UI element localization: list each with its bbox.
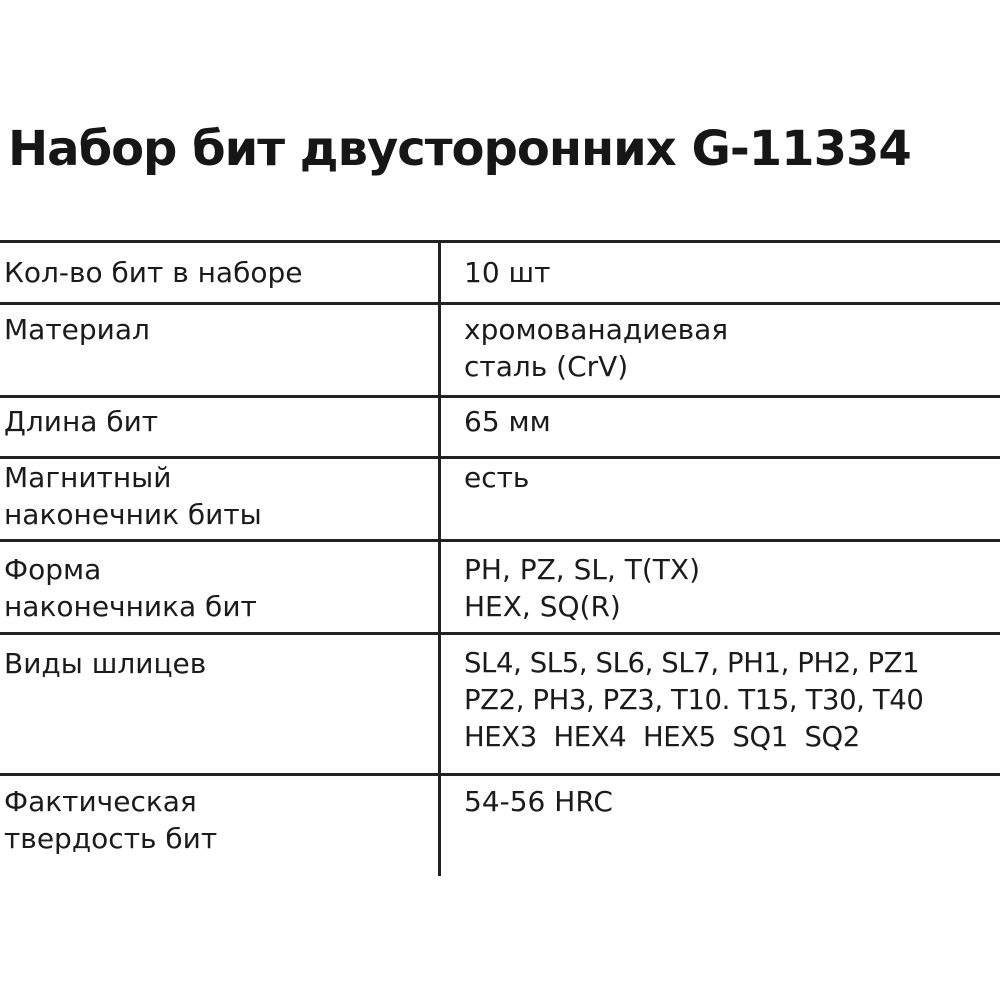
spec-value-material: хромованадиевая сталь (CrV): [464, 313, 729, 383]
column-divider: [438, 240, 441, 876]
spec-value-bit-length: 65 мм: [464, 405, 551, 438]
spec-value-tip-shape: PH, PZ, SL, T(TX) HEX, SQ(R): [464, 553, 701, 623]
spec-label-slot-types: Виды шлицев: [4, 647, 207, 680]
row-divider: [0, 395, 1000, 398]
row-divider: [0, 539, 1000, 542]
spec-label-hardness: Фактическая твердость бит: [4, 785, 218, 855]
spec-value-bit-count: 10 шт: [464, 256, 551, 289]
table-top-rule: [0, 240, 1000, 243]
spec-label-tip-shape: Форма наконечника бит: [4, 553, 257, 623]
spec-label-bit-length: Длина бит: [4, 405, 159, 438]
row-divider: [0, 302, 1000, 305]
spec-value-magnetic-tip: есть: [464, 461, 530, 494]
spec-label-bit-count: Кол-во бит в наборе: [4, 256, 303, 289]
spec-label-magnetic-tip: Магнитный наконечник биты: [4, 461, 262, 531]
row-divider: [0, 773, 1000, 776]
spec-label-material: Материал: [4, 313, 150, 346]
row-divider: [0, 632, 1000, 635]
spec-value-hardness: 54-56 HRC: [464, 785, 613, 818]
spec-value-slot-types: SL4, SL5, SL6, SL7, PH1, PH2, PZ1 PZ2, PH3, PZ3, T10. T15, T30, T40 HEX3 HEX4 HEX5 SQ1 SQ2: [464, 647, 924, 753]
page-title: Набор бит двусторонних G-11334: [8, 121, 911, 177]
